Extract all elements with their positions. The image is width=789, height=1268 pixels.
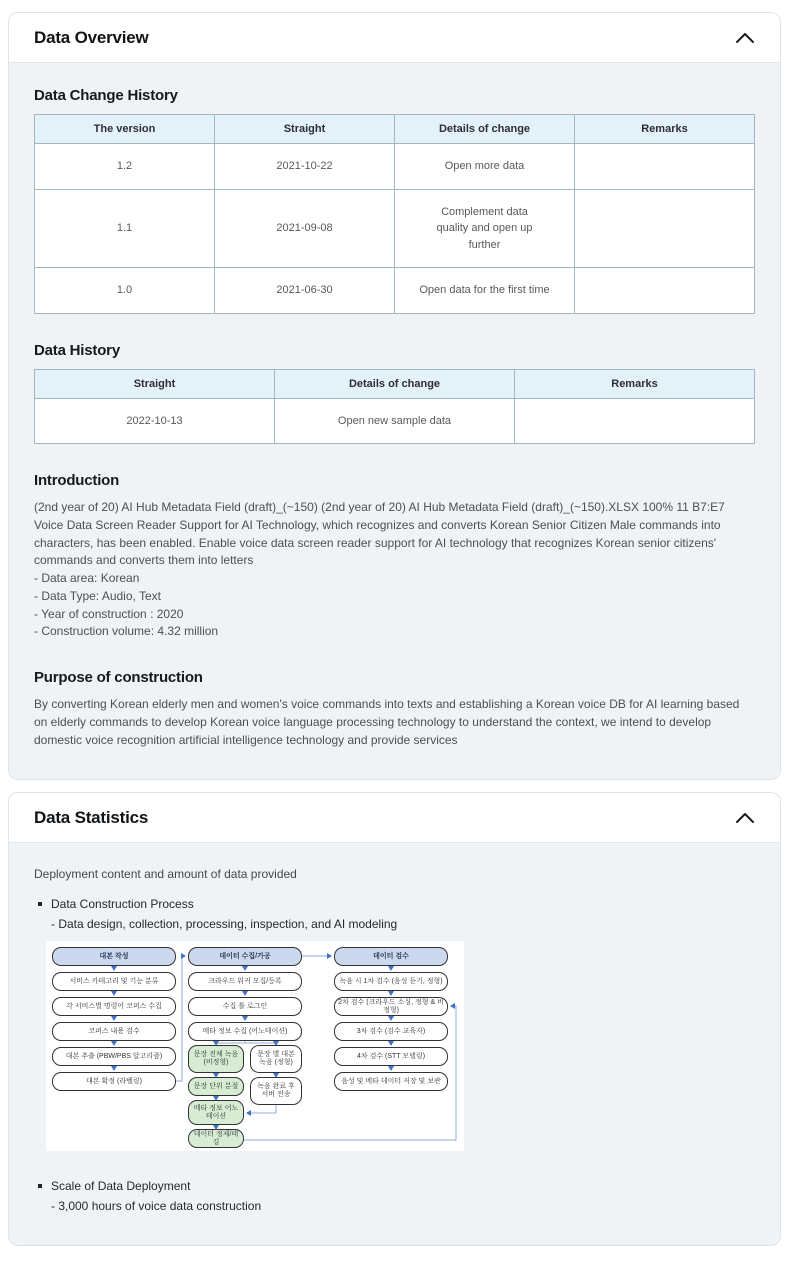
chevron-up-icon[interactable] xyxy=(735,811,755,825)
cell-details: Complement data quality and open up further xyxy=(395,189,575,268)
data-overview-title: Data Overview xyxy=(34,28,149,47)
cell-version: 1.1 xyxy=(35,189,215,268)
scale-label: Scale of Data Deployment xyxy=(51,1179,191,1194)
flow-node: 2차 검수 (크라우드 소싱, 정형 & 비정형) xyxy=(334,997,448,1016)
flow-node: 메타 정보 수집 (어노테이션) xyxy=(188,1022,302,1041)
data-overview-header[interactable] xyxy=(9,13,780,63)
change-history-section xyxy=(34,87,755,314)
cell-remarks xyxy=(575,189,755,268)
introduction-detail-lines xyxy=(34,570,755,641)
data-overview-body xyxy=(9,63,780,779)
cell-date: 2021-09-08 xyxy=(215,189,395,268)
cell-remarks xyxy=(575,268,755,314)
data-construction-flowchart xyxy=(46,941,464,1151)
cell-date: 2021-10-22 xyxy=(215,144,395,190)
table-row xyxy=(35,268,755,314)
flow-node: 대본 작성 xyxy=(52,947,176,966)
cell-details: Open more data xyxy=(395,144,575,190)
process-label: Data Construction Process xyxy=(51,897,194,912)
data-statistics-header[interactable] xyxy=(9,793,780,843)
flow-node: 서비스 카테고리 및 기능 분류 xyxy=(52,972,176,991)
data-statistics-title: Data Statistics xyxy=(34,808,149,828)
cell-details: Open new sample data xyxy=(275,398,515,444)
chevron-up-icon[interactable] xyxy=(735,31,755,45)
flow-node: 대본 확정 (라벨링) xyxy=(52,1072,176,1091)
flow-node: 데이터 수집/가공 xyxy=(188,947,302,966)
flow-node: 코퍼스 내용 검수 xyxy=(52,1022,176,1041)
flow-node: 데이터 검수 xyxy=(334,947,448,966)
flow-node: 3차 검수 (검수 교육자) xyxy=(334,1022,448,1041)
flow-node: 4차 검수 (STT 모델링) xyxy=(334,1047,448,1066)
introduction-heading: Introduction xyxy=(34,472,120,489)
col-header: Remarks xyxy=(515,369,755,398)
col-header: Straight xyxy=(35,369,275,398)
list-item xyxy=(34,895,755,913)
cell-version: 1.0 xyxy=(35,268,215,314)
cell-version: 1.2 xyxy=(35,144,215,190)
data-overview-card xyxy=(8,12,781,780)
col-header: The version xyxy=(35,115,215,144)
flow-node: 수집 툴 로그인 xyxy=(188,997,302,1016)
table-header-row xyxy=(35,115,755,144)
flow-node: 데이터 정제/태깅 xyxy=(188,1129,244,1148)
flow-node: 녹음 시 1차 검수 (음성 듣기, 정형) xyxy=(334,972,448,991)
introduction-section xyxy=(34,472,755,641)
data-statistics-card xyxy=(8,792,781,1246)
change-history-heading: Data Change History xyxy=(34,87,178,104)
bullet-icon xyxy=(38,1184,42,1188)
data-history-table xyxy=(34,369,755,445)
flow-node: 각 서비스별 명령어 코퍼스 수집 xyxy=(52,997,176,1016)
table-row xyxy=(35,189,755,268)
col-header: Remarks xyxy=(575,115,755,144)
flow-node: 문장 전체 녹음 (비정형) xyxy=(188,1045,244,1073)
detail-line: - Construction volume: 4.32 million xyxy=(34,624,219,639)
cell-date: 2021-06-30 xyxy=(215,268,395,314)
flow-node: 음성 및 메타 데이터 저장 및 보관 xyxy=(334,1072,448,1091)
cell-remarks xyxy=(575,144,755,190)
purpose-section xyxy=(34,669,755,749)
col-header: Details of change xyxy=(395,115,575,144)
detail-line: - Year of construction : 2020 xyxy=(34,606,184,621)
introduction-paragraph: (2nd year of 20) AI Hub Metadata Field (draft)_(~150) (2nd year of 20) AI Hub Metadata Field (draft)_(~150).XLSX 100% 11 B7:E7 Voice Data Screen Reader Support for AI Technology, which recognizes and converts Korean Senior Citizen Male commands into characters, has been enabled. Enable voice data screen reader support for AI technology that recognizes Korean senior citizens' commands and converts them into letters xyxy=(34,500,725,568)
flow-node: 녹음 완료 후 서버 전송 xyxy=(250,1077,302,1105)
statistics-subtitle: Deployment content and amount of data provided xyxy=(34,867,297,882)
table-row xyxy=(35,398,755,444)
page-bottom-spacer xyxy=(0,1258,789,1268)
cell-details: Open data for the first time xyxy=(395,268,575,314)
scale-detail: - 3,000 hours of voice data construction xyxy=(51,1199,262,1214)
flow-node: 메타 정보 어노테이션 xyxy=(188,1100,244,1125)
cell-date: 2022-10-13 xyxy=(35,398,275,444)
cell-remarks xyxy=(515,398,755,444)
data-statistics-body xyxy=(9,843,780,1245)
purpose-paragraph: By converting Korean elderly men and women's voice commands into texts and establishing a Korean voice DB for AI learning based on elderly commands to develop Korean voice language processing technology to understand the context, we intend to develop domestic voice recognition artificial intelligence technology and provide services xyxy=(34,697,740,747)
purpose-heading: Purpose of construction xyxy=(34,669,203,686)
change-history-table xyxy=(34,114,755,314)
table-header-row xyxy=(35,369,755,398)
flow-node: 문장 별 대본 녹음 (정형) xyxy=(250,1045,302,1073)
col-header: Details of change xyxy=(275,369,515,398)
flow-node: 크라우드 워커 모집/등록 xyxy=(188,972,302,991)
process-detail: - Data design, collection, processing, inspection, and AI modeling xyxy=(51,917,398,932)
table-row xyxy=(35,144,755,190)
flow-node: 문장 단위 분절 xyxy=(188,1077,244,1096)
col-header: Straight xyxy=(215,115,395,144)
data-history-heading: Data History xyxy=(34,341,120,359)
flow-node: 대본 추출 (PBW/PBS 알고리즘) xyxy=(52,1047,176,1066)
list-item xyxy=(34,1177,755,1195)
detail-line: - Data area: Korean xyxy=(34,571,140,585)
detail-line: - Data Type: Audio, Text xyxy=(34,588,161,603)
data-history-section xyxy=(34,342,755,445)
bullet-icon xyxy=(38,902,42,906)
